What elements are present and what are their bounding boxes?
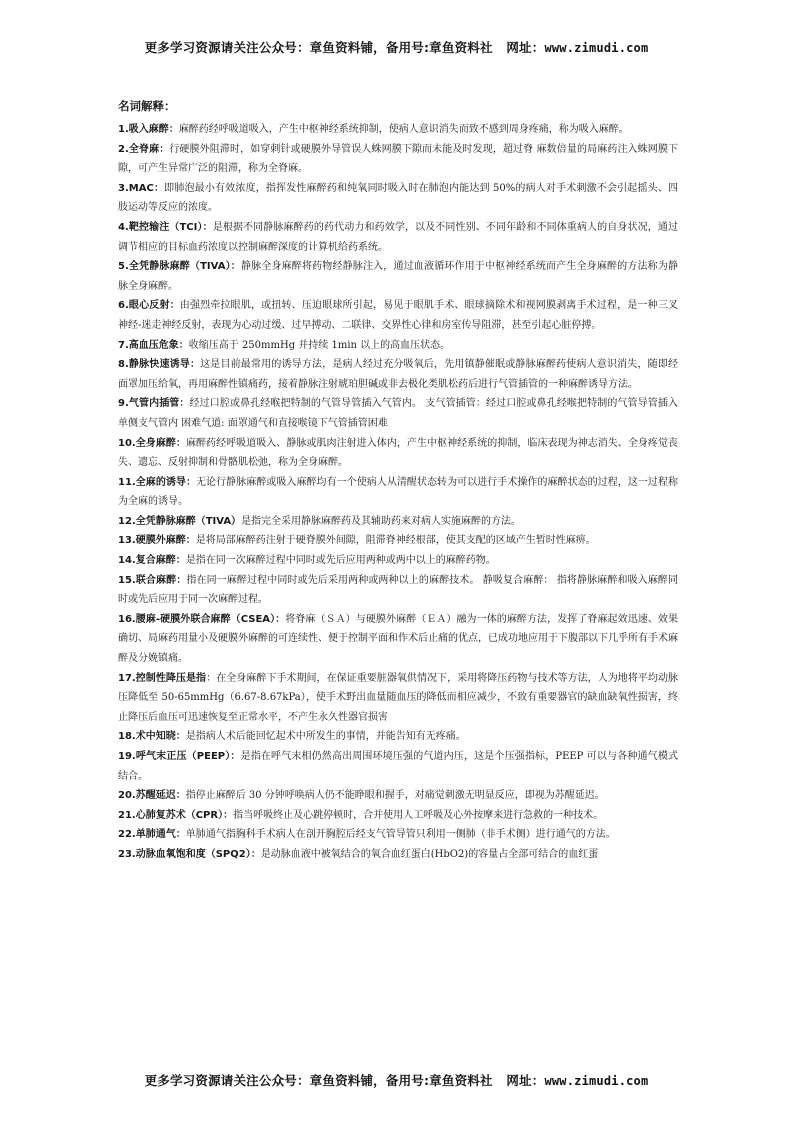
definition-entry [118, 179, 678, 218]
definition-entry [118, 140, 678, 179]
definition-term: 4.靶控输注（TCI）： [118, 221, 213, 233]
definition-text: 指在同一麻醉过程中同时或先后采用两种或两种以上的麻醉技术。 静吸复合麻醉： 指将静脉麻醉和吸入麻醉同时或先后应用于同一次麻醉过程。 [118, 574, 679, 606]
definition-entry [118, 296, 678, 335]
definition-term: 16.腰麻-硬膜外联合麻醉（CSEA）： [118, 613, 286, 625]
section-heading: 名词解释： [118, 99, 176, 113]
definition-text: 无论行静脉麻醉或吸入麻醉均有一个使病人从清醒状态转为可以进行手术操作的麻醉状态的过程，这一过程称为全麻的诱导。 [118, 476, 679, 508]
definition-term: 7.高血压危象： [118, 339, 189, 351]
definition-entry [118, 727, 678, 747]
definition-term: 15.联合麻醉： [118, 574, 187, 586]
definition-text: 指当呼吸终止及心跳停顿时，合并使用人工呼吸及心外按摩来进行急救的一种技术。 [233, 809, 604, 821]
definition-entry [118, 571, 678, 610]
definition-term: 20.苏醒延迟： [118, 790, 186, 802]
definition-text: 将脊麻（ＳＡ）与硬膜外麻醉（ＥＡ）融为一体的麻醉方法，发挥了脊麻起效迅速、效果确切、局麻药用量小及硬膜外麻醉的可连续性、便于控制平面和作术后止痛的优点，已成功地应用于下腹部以下几乎所有手术麻醉及分娩镇痛。 [118, 613, 678, 665]
definition-text: ：在全身麻醉下手术期间，在保证重要脏器氧供情况下，采用将降压药物与技术等方法，人为地将平均动脉压降低至 50-65mmHg（6.67-8.67kPa），使手术野出血量随血压的降低而相应减少，不致有重要器官的缺血缺氧性损害，终止降压后血压可迅速恢复至正常水平，不产生永久性器官损害 [118, 672, 679, 723]
definition-entry [118, 551, 678, 571]
definition-term: 6.眼心反射： [118, 300, 180, 312]
definition-text: 单肺通气指胸科手术病人在剖开胸腔后经支气管导管只利用一侧肺（非手术侧）进行通气的方法。 [185, 829, 616, 841]
header-banner [0, 38, 793, 56]
definition-text: 收缩压高于 250mmHg 并持续 1min 以上的高血压状态。 [188, 339, 451, 351]
definition-entry [118, 355, 678, 394]
definition-entry [118, 120, 678, 140]
definition-text: 经过口腔或鼻孔经喉把特制的气管导管插入气管内。 支气管插管：经过口腔或鼻孔经喉把特制的气管导管插入单侧支气管内 困难气道: 面罩通气和直接喉镜下气管插管困难 [118, 398, 678, 429]
definition-entry [118, 531, 678, 551]
definition-entry [118, 825, 678, 845]
definition-text: 由强烈牵拉眼肌，或扭转、压迫眼球所引起，易见于眼肌手术、眼球摘除术和视网膜剥离手术过程，是一种三叉神经-迷走神经反射，表现为心动过缓、过早搏动、二联律、交界性心律和房室传导阻滞，甚至引起心脏停搏。 [118, 300, 679, 331]
definition-term: 3.MAC： [118, 182, 165, 194]
banner-text: 更多学习资源请关注公众号：章鱼资料铺，备用号:章鱼资料社 [144, 40, 493, 55]
definition-text: 麻醉药经呼吸道吸入、静脉或肌肉注射进入体内，产生中枢神经系统的抑制，临床表现为神志消失、全身疼觉丧失、遗忘、反射抑制和骨骼肌松弛，称为全身麻醉。 [118, 437, 678, 469]
footer-banner [0, 1071, 793, 1089]
definition-text: 静脉全身麻醉将药物经静脉注入，通过血液循环作用于中枢神经系统而产生全身麻醉的方法称为静脉全身麻醉。 [118, 261, 678, 292]
definition-text: 是指病人术后能回忆起术中所发生的事情，并能告知有无疼痛。 [185, 731, 466, 743]
definition-term: 22.单肺通气： [118, 829, 186, 841]
definition-text: 是根据不同静脉麻醉药的药代动力和药效学，以及不同性别、不同年龄和不同体重病人的自身状况，通过调节相应的目标血药浓度以控制麻醉深度的计算机给药系统。 [118, 221, 679, 253]
definition-term: 18.术中知晓： [118, 731, 186, 743]
definition-text: 是将局部麻醉药注射于硬脊膜外间隙，阻滞脊神经根部，使其支配的区域产生暂时性麻痹。 [195, 535, 596, 547]
definition-entry [118, 512, 678, 532]
definition-text: 即肺泡最小有效浓度，指挥发性麻醉药和纯氧同时吸入时在肺泡内能达到 50%的病人对手术刺激不会引起摇头、四肢运动等反应的浓度。 [118, 182, 678, 214]
definition-term: 1.吸入麻醉： [118, 124, 179, 135]
definition-entry [118, 434, 678, 473]
definition-text: 是指在同一次麻醉过程中同时或先后应用两种或两中以上的麻醉药物。 [185, 555, 496, 567]
banner-url[interactable]: www.zimudi.com [544, 1074, 649, 1088]
definition-term: 13.硬膜外麻醉： [118, 535, 196, 547]
definition-text: 是指完全采用静脉麻醉药及其辅助药来对病人实施麻醉的方法。 [241, 515, 522, 527]
definition-term: 12.全凭静脉麻醉（TIVA） [118, 515, 242, 527]
definition-text: 是动脉血液中被氧结合的氧合血红蛋白(HbO2)的容量占全部可结合的血红蛋 [260, 848, 599, 860]
document-body [118, 99, 678, 865]
definition-term: 2.全脊麻： [118, 143, 170, 155]
definition-entry [118, 786, 678, 806]
definition-entry [118, 218, 678, 257]
definition-entry [118, 610, 678, 669]
definition-term: 17.控制性降压是指 [118, 672, 207, 684]
definition-term: 5.全凭静脉麻醉（TIVA）： [118, 261, 241, 273]
definition-entry [118, 257, 678, 296]
banner-url-label: 网址： [506, 40, 545, 55]
definition-term: 23.动脉血氧饱和度（SPQ2）： [118, 848, 261, 860]
definition-term: 8.静脉快速诱导： [118, 359, 201, 371]
definition-text: 这是目前最常用的诱导方法，是病人经过充分吸氧后，先用镇静催眠或静脉麻醉药使病人意识消失，随即经面罩加压给氧，再用麻醉性镇痛药，接着静脉注射琥珀胆碱或非去极化类肌松药后进行气管插管的一种麻醉诱导方法。 [118, 359, 678, 390]
definition-entry [118, 394, 678, 433]
definition-text: 是指在呼气末相仍然高出周围环境压强的气道内压，这是个压强指标，PEEP 可以与各种通气模式结合。 [118, 751, 678, 782]
definition-entry [118, 747, 678, 786]
definition-term: 10.全身麻醉： [118, 437, 186, 449]
definition-text: 麻醉药经呼吸道吸入，产生中枢神经系统抑制，使病人意识消失而致不感到周身疼痛，称为吸入麻醉。 [178, 124, 629, 135]
banner-text: 更多学习资源请关注公众号：章鱼资料铺，备用号:章鱼资料社 [144, 1073, 493, 1088]
definition-list [118, 120, 678, 865]
definition-entry [118, 473, 678, 512]
banner-url[interactable]: www.zimudi.com [544, 41, 649, 55]
definition-term: 21.心肺复苏术（CPR）： [118, 809, 234, 821]
definition-term: 11.全麻的诱导： [118, 476, 197, 488]
definition-entry [118, 845, 678, 865]
definition-text: 行硬膜外阻滞时，如穿刺针或硬膜外导管误人蛛网膜下隙而未能及时发现，超过脊 麻数倍量的局麻药注入蛛网膜下隙，可产生异常广泛的阻滞，称为全脊麻。 [118, 143, 678, 175]
definition-entry [118, 806, 678, 826]
definition-term: 19.呼气末正压（PEEP）： [118, 751, 241, 762]
definition-entry [118, 336, 678, 356]
definition-term: 9.气管内插管： [118, 398, 190, 410]
definition-entry [118, 669, 678, 728]
definition-term: 14.复合麻醉： [118, 555, 186, 567]
banner-url-label: 网址： [506, 1073, 545, 1088]
definition-text: 指停止麻醉后 30 分钟呼唤病人仍不能睁眼和握手，对痛觉刺激无明显反应，即视为苏醒延迟。 [185, 790, 605, 802]
